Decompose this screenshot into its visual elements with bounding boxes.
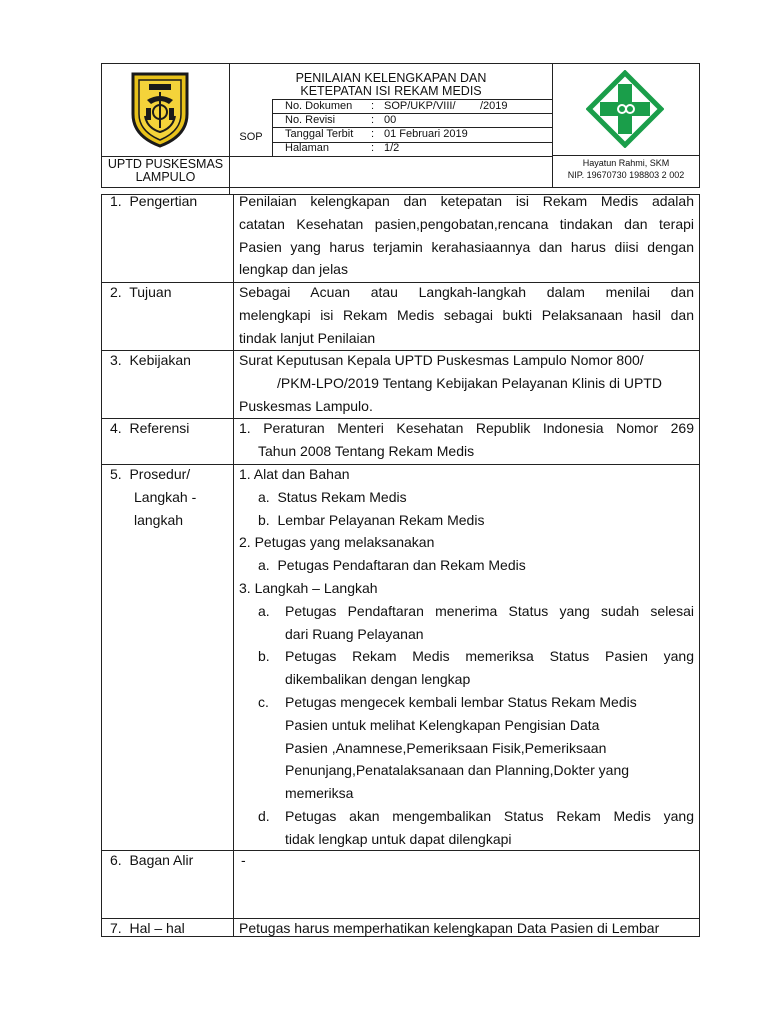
step-marker: b. <box>258 648 270 665</box>
header-divider-sop <box>272 99 273 157</box>
document-title-line1: PENILAIAN KELENGKAPAN DAN <box>295 71 487 85</box>
text-line: Petugas Pendaftaran menerima Status yang sudah selesai <box>285 602 694 619</box>
section-body-bagan-alir: - <box>241 852 246 868</box>
header-signer-separator <box>552 155 700 156</box>
text-line: tidak lengkap untuk dapat dilengkapi <box>285 830 512 847</box>
meta-colon: : <box>371 100 375 112</box>
meta-label: No. Revisi <box>285 114 336 126</box>
meta-row-document-number <box>285 100 550 113</box>
step-item-c <box>239 691 694 805</box>
section-body-hal-hal: Petugas harus memperhatikan kelengkapan Data Pasien di Lembar <box>239 920 660 936</box>
label-line: 5. Prosedur/ <box>110 466 191 482</box>
section-label-hal-hal: 7. Hal – hal <box>110 920 185 936</box>
text-line: Penunjang,Penatalaksanaan dan Planning,Dokter yang <box>285 762 630 779</box>
text-line: memeriksa <box>285 785 354 802</box>
list-heading: 3. Langkah – Langkah <box>239 579 378 596</box>
meta-label: Tanggal Terbit <box>285 128 354 140</box>
text-line: Penilaian kelengkapan dan ketepatan isi Rekam Medis adalah <box>239 193 694 209</box>
text-line: Puskesmas Lampulo. <box>239 397 373 414</box>
section-label-kebijakan: 3. Kebijakan <box>110 352 191 368</box>
header-border-top <box>101 63 700 64</box>
section-label-pengertian: 1. Pengertian <box>110 193 198 209</box>
body-column-divider <box>233 194 234 937</box>
signer-nip: NIP. 19670730 198803 2 002 <box>567 170 685 180</box>
sop-label: SOP <box>239 131 263 143</box>
meta-value: 1/2 <box>384 142 400 154</box>
text-line: catatan Kesehatan pasien,pengobatan,rencana tindakan dan terapi <box>239 215 694 232</box>
step-item-d <box>239 805 694 851</box>
label-line: Langkah - <box>134 488 197 505</box>
list-item: a. Petugas Pendaftaran dan Rekam Medis <box>258 557 526 574</box>
list-heading: 2. Petugas yang melaksanakan <box>239 534 435 551</box>
meta-value: 01 Februari 2019 <box>384 128 468 140</box>
meta-value: 00 <box>384 114 397 126</box>
text-line: lengkap dan jelas <box>239 261 348 278</box>
meta-row-page <box>285 142 550 155</box>
body-border-right <box>699 194 700 937</box>
section-body-referensi <box>239 417 694 463</box>
text-line: dari Ruang Pelayanan <box>285 625 424 642</box>
text-line: Pasien untuk melihat Kelengkapan Pengisian Data <box>285 716 600 733</box>
section-body-pengertian <box>239 190 694 281</box>
meta-row-issue-date <box>285 128 550 141</box>
meta-colon: : <box>371 142 375 154</box>
text-line: melengkapi isi Rekam Medis sebagai bukti Pelaksanaan hasil dan <box>239 306 694 323</box>
text-line: dikembalikan dengan lengkap <box>285 671 471 688</box>
org-name-line2: LAMPULO <box>135 170 196 184</box>
section-label-bagan-alir: 6. Bagan Alir <box>110 852 194 868</box>
text-line: Petugas Rekam Medis memeriksa Status Pasien yang <box>285 648 694 665</box>
section-body-tujuan <box>239 281 694 349</box>
header-border-bottom <box>101 187 700 188</box>
list-item: b. Lembar Pelayanan Rekam Medis <box>258 511 485 528</box>
text-line: Surat Keputusan Kepala UPTD Puskesmas Lampulo Nomor 800/ <box>239 352 644 368</box>
text-line: 1. Peraturan Menteri Kesehatan Republik Indonesia Nomor 269 <box>239 420 694 436</box>
org-name <box>102 158 229 184</box>
document-title <box>230 72 552 98</box>
step-marker: d. <box>258 807 270 824</box>
section-label-referensi: 4. Referensi <box>110 420 190 436</box>
label-line: langkah <box>134 511 184 528</box>
meta-label: No. Dokumen <box>285 100 353 112</box>
text-line: Sebagai Acuan atau Langkah-langkah dalam menilai dan <box>239 284 694 300</box>
section-label-tujuan: 2. Tujuan <box>110 284 172 300</box>
meta-colon: : <box>371 114 375 126</box>
document-title-line2: KETEPATAN ISI REKAM MEDIS <box>300 84 482 98</box>
text-line: Tahun 2008 Tentang Rekam Medis <box>258 442 475 459</box>
body-border-left <box>101 194 102 937</box>
header-meta-bottom <box>229 156 552 157</box>
section-label-prosedur <box>110 463 196 531</box>
step-item-b <box>239 645 694 691</box>
text-line: Petugas akan mengembalikan Status Rekam Medis yang <box>285 807 694 824</box>
section-body-kebijakan <box>239 349 694 417</box>
text-line: tindak lanjut Penilaian <box>239 329 376 346</box>
text-line: Pasien ,Anamnese,Pemeriksaan Fisik,Pemeriksaan <box>285 739 607 756</box>
text-line: Pasien yang harus terjamin kerahasiaannya dan harus diisi dengan <box>239 238 694 255</box>
meta-value: SOP/UKP/VIII/ /2019 <box>384 100 508 112</box>
signer-name: Hayatun Rahmi, SKM <box>582 158 670 168</box>
text-line: /PKM-LPO/2019 Tentang Kebijakan Pelayanan Klinis di UPTD <box>277 374 662 391</box>
meta-row-revision <box>285 114 550 127</box>
meta-colon: : <box>371 128 375 140</box>
step-marker: c. <box>258 693 269 710</box>
text-line: Petugas mengecek kembali lembar Status Rekam Medis <box>285 693 637 710</box>
step-marker: a. <box>258 602 270 619</box>
list-heading: 1. Alat dan Bahan <box>239 466 350 482</box>
puskesmas-emblem <box>129 70 191 148</box>
meta-label: Halaman <box>285 142 330 154</box>
org-name-line1: UPTD PUSKESMAS <box>107 157 224 171</box>
health-cross-logo <box>586 70 664 148</box>
header-border-right <box>699 63 700 188</box>
step-item-a <box>239 600 694 646</box>
section-body-prosedur <box>239 463 694 851</box>
list-item: a. Status Rekam Medis <box>258 488 407 505</box>
